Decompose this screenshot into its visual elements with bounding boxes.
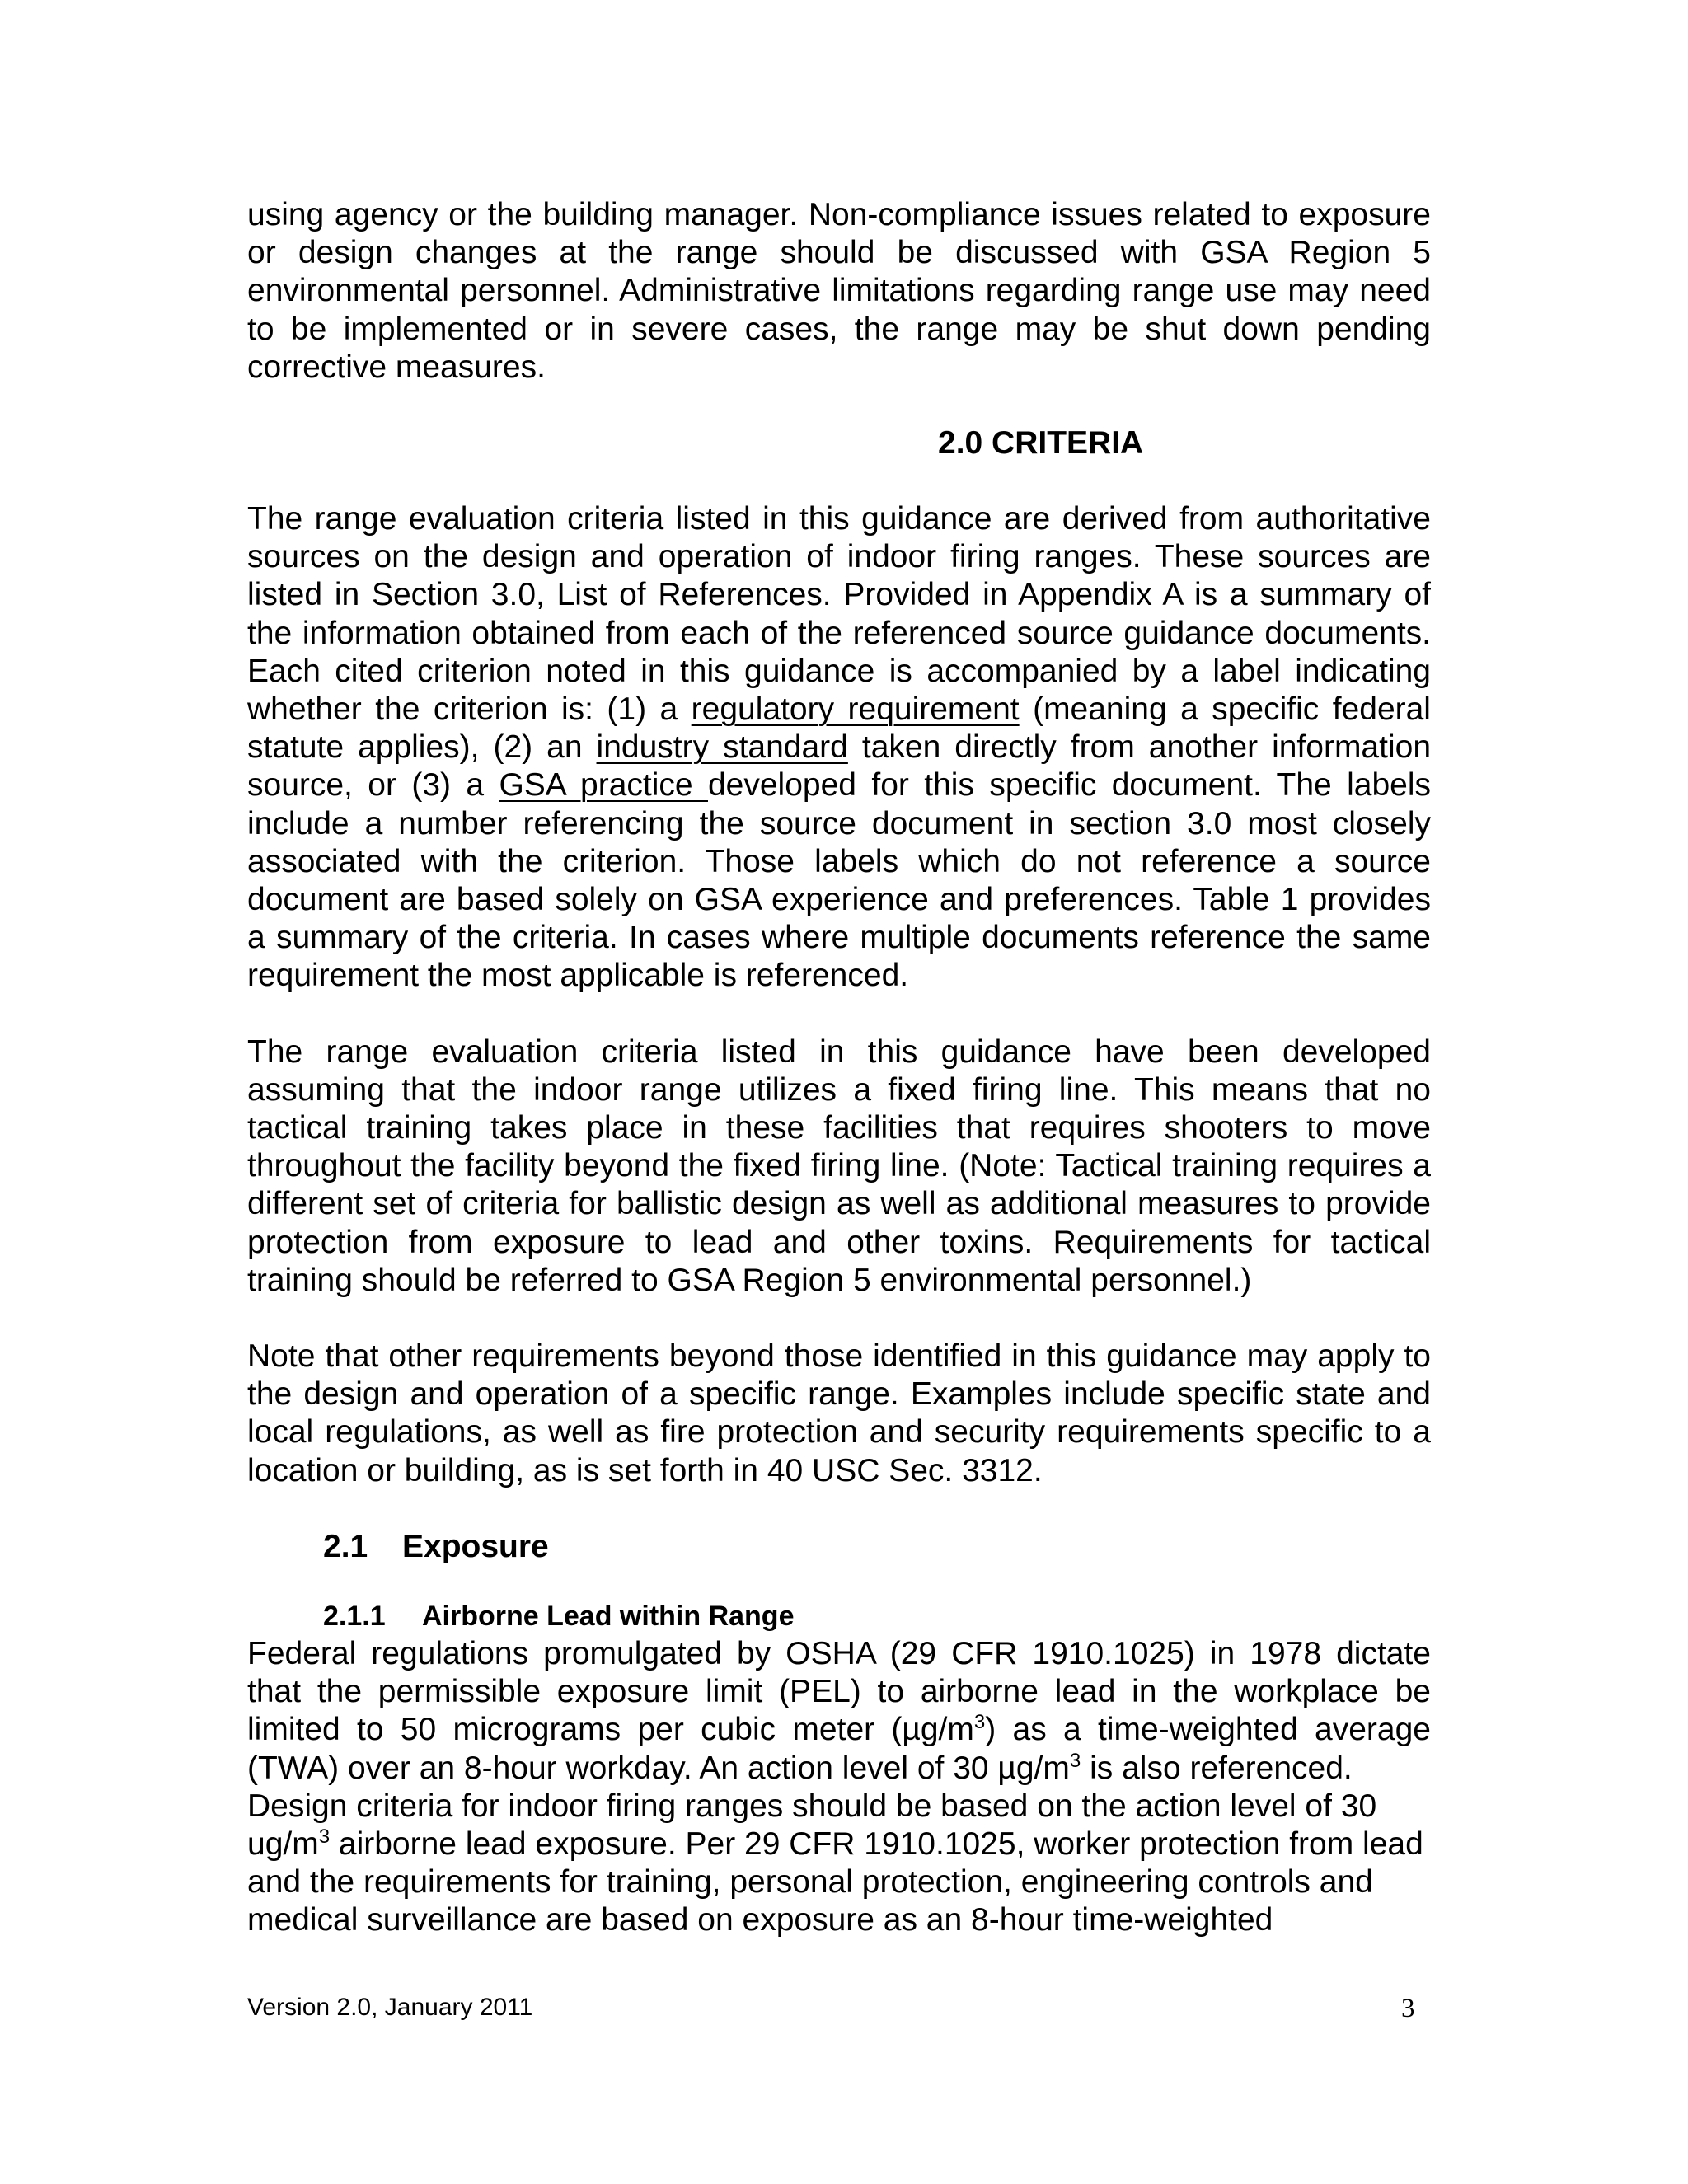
criteria-text-segment: (meaning a specific federal statute applies), (2) an (247, 691, 1431, 766)
section-number: 2.1 (323, 1528, 368, 1564)
airborne-text-segment: ) as a time-weighted average (TWA) over an 8-hour workday. An action level of 30 µg/m (247, 1712, 1431, 1786)
criteria-text-segment: taken directly from another information source, or (3) a (247, 729, 1432, 804)
subsection-number: 2.1.1 (323, 1600, 386, 1632)
document-page (247, 196, 1431, 1940)
subsection-heading-airborne-lead (247, 1597, 1431, 1635)
subsection-title: Airborne Lead within Range (422, 1600, 795, 1632)
airborne-text-segment: Federal regulations promulgated by OSHA (29 CFR 1910.1025) in 1978 dictate that the permissible exposure limit (PEL) to airborne lead in the workplace be limited to 50 micrograms per cubic meter (µg/m (247, 1635, 1431, 1748)
airborne-text-segment: is also referenced. (1081, 1750, 1353, 1786)
airborne-text-segment: Design criteria for indoor firing ranges should be based on the action level of 30 ug/m (247, 1788, 1377, 1862)
criteria-paragraph-3: Note that other requirements beyond those identified in this guidance may apply to the design and operation of a specific range. Examples include specific state and local regulations, as well as fire protection and security requirements specific to a location or building, as is set forth in 40 USC Sec. 3312. (247, 1338, 1431, 1488)
criteria-paragraph-1 (247, 500, 1431, 996)
section-title: Exposure (402, 1528, 549, 1564)
superscript: 3 (318, 1825, 331, 1848)
industry-standard-label: industry standard (596, 729, 848, 766)
airborne-paragraph-1 (247, 1635, 1431, 1788)
airborne-text-segment: airborne lead exposure. Per 29 CFR 1910.1025, worker protection from lead and the requirements for training, personal protection, engineering controls and medical surveillance are based on exposure as an 8-hour time-weighted (247, 1825, 1423, 1938)
regulatory-requirement-label: regulatory requirement (691, 691, 1020, 728)
footer-version: Version 2.0, January 2011 (247, 1994, 533, 2021)
section-heading-exposure (247, 1528, 1431, 1566)
airborne-paragraph-2 (247, 1788, 1431, 1940)
superscript: 3 (973, 1711, 986, 1734)
criteria-paragraph-2: The range evaluation criteria listed in this guidance have been developed assuming that the indoor range utilizes a fixed firing line. This means that no tactical training takes place in these facilities that requires shooters to move throughout the facility beyond the fixed firing line. (Note: Tactical training requires a different set of criteria for ballistic design as well as additional measures to provide protection from exposure to lead and other toxins. Requirements for tactical training should be referred to GSA Region 5 environmental personnel.) (247, 1033, 1431, 1298)
intro-paragraph: using agency or the building manager. Non-compliance issues related to exposure or design changes at the range should be discussed with GSA Region 5 environmental personnel. Administrative limitations regarding range use may need to be implemented or in severe cases, the range may be shut down pending corrective measures. (247, 197, 1431, 385)
criteria-text-segment: The range evaluation criteria listed in this guidance are derived from authoritative sources on the design and operation of indoor firing ranges. These sources are listed in Section 3.0, List of References. Provided in Appendix A is a summary of the information obtained from each of the referenced source guidance documents. Each cited criterion noted in this guidance is accompanied by a label indicating whether the criterion is: (1) a (247, 501, 1431, 728)
superscript: 3 (1069, 1749, 1081, 1772)
criteria-text-segment: developed for this specific document. The labels include a number referencing the source document in section 3.0 most closely associated with the criterion. Those labels which do not reference a source document are based solely on GSA experience and preferences. Table 1 provides a summary of the criteria. In cases where multiple documents reference the same requirement the most applicable is referenced. (247, 767, 1432, 994)
section-heading-criteria: 2.0 CRITERIA (938, 425, 1144, 462)
footer-page-number: 3 (1401, 1994, 1415, 2023)
gsa-practice-label: GSA practice (499, 767, 708, 804)
